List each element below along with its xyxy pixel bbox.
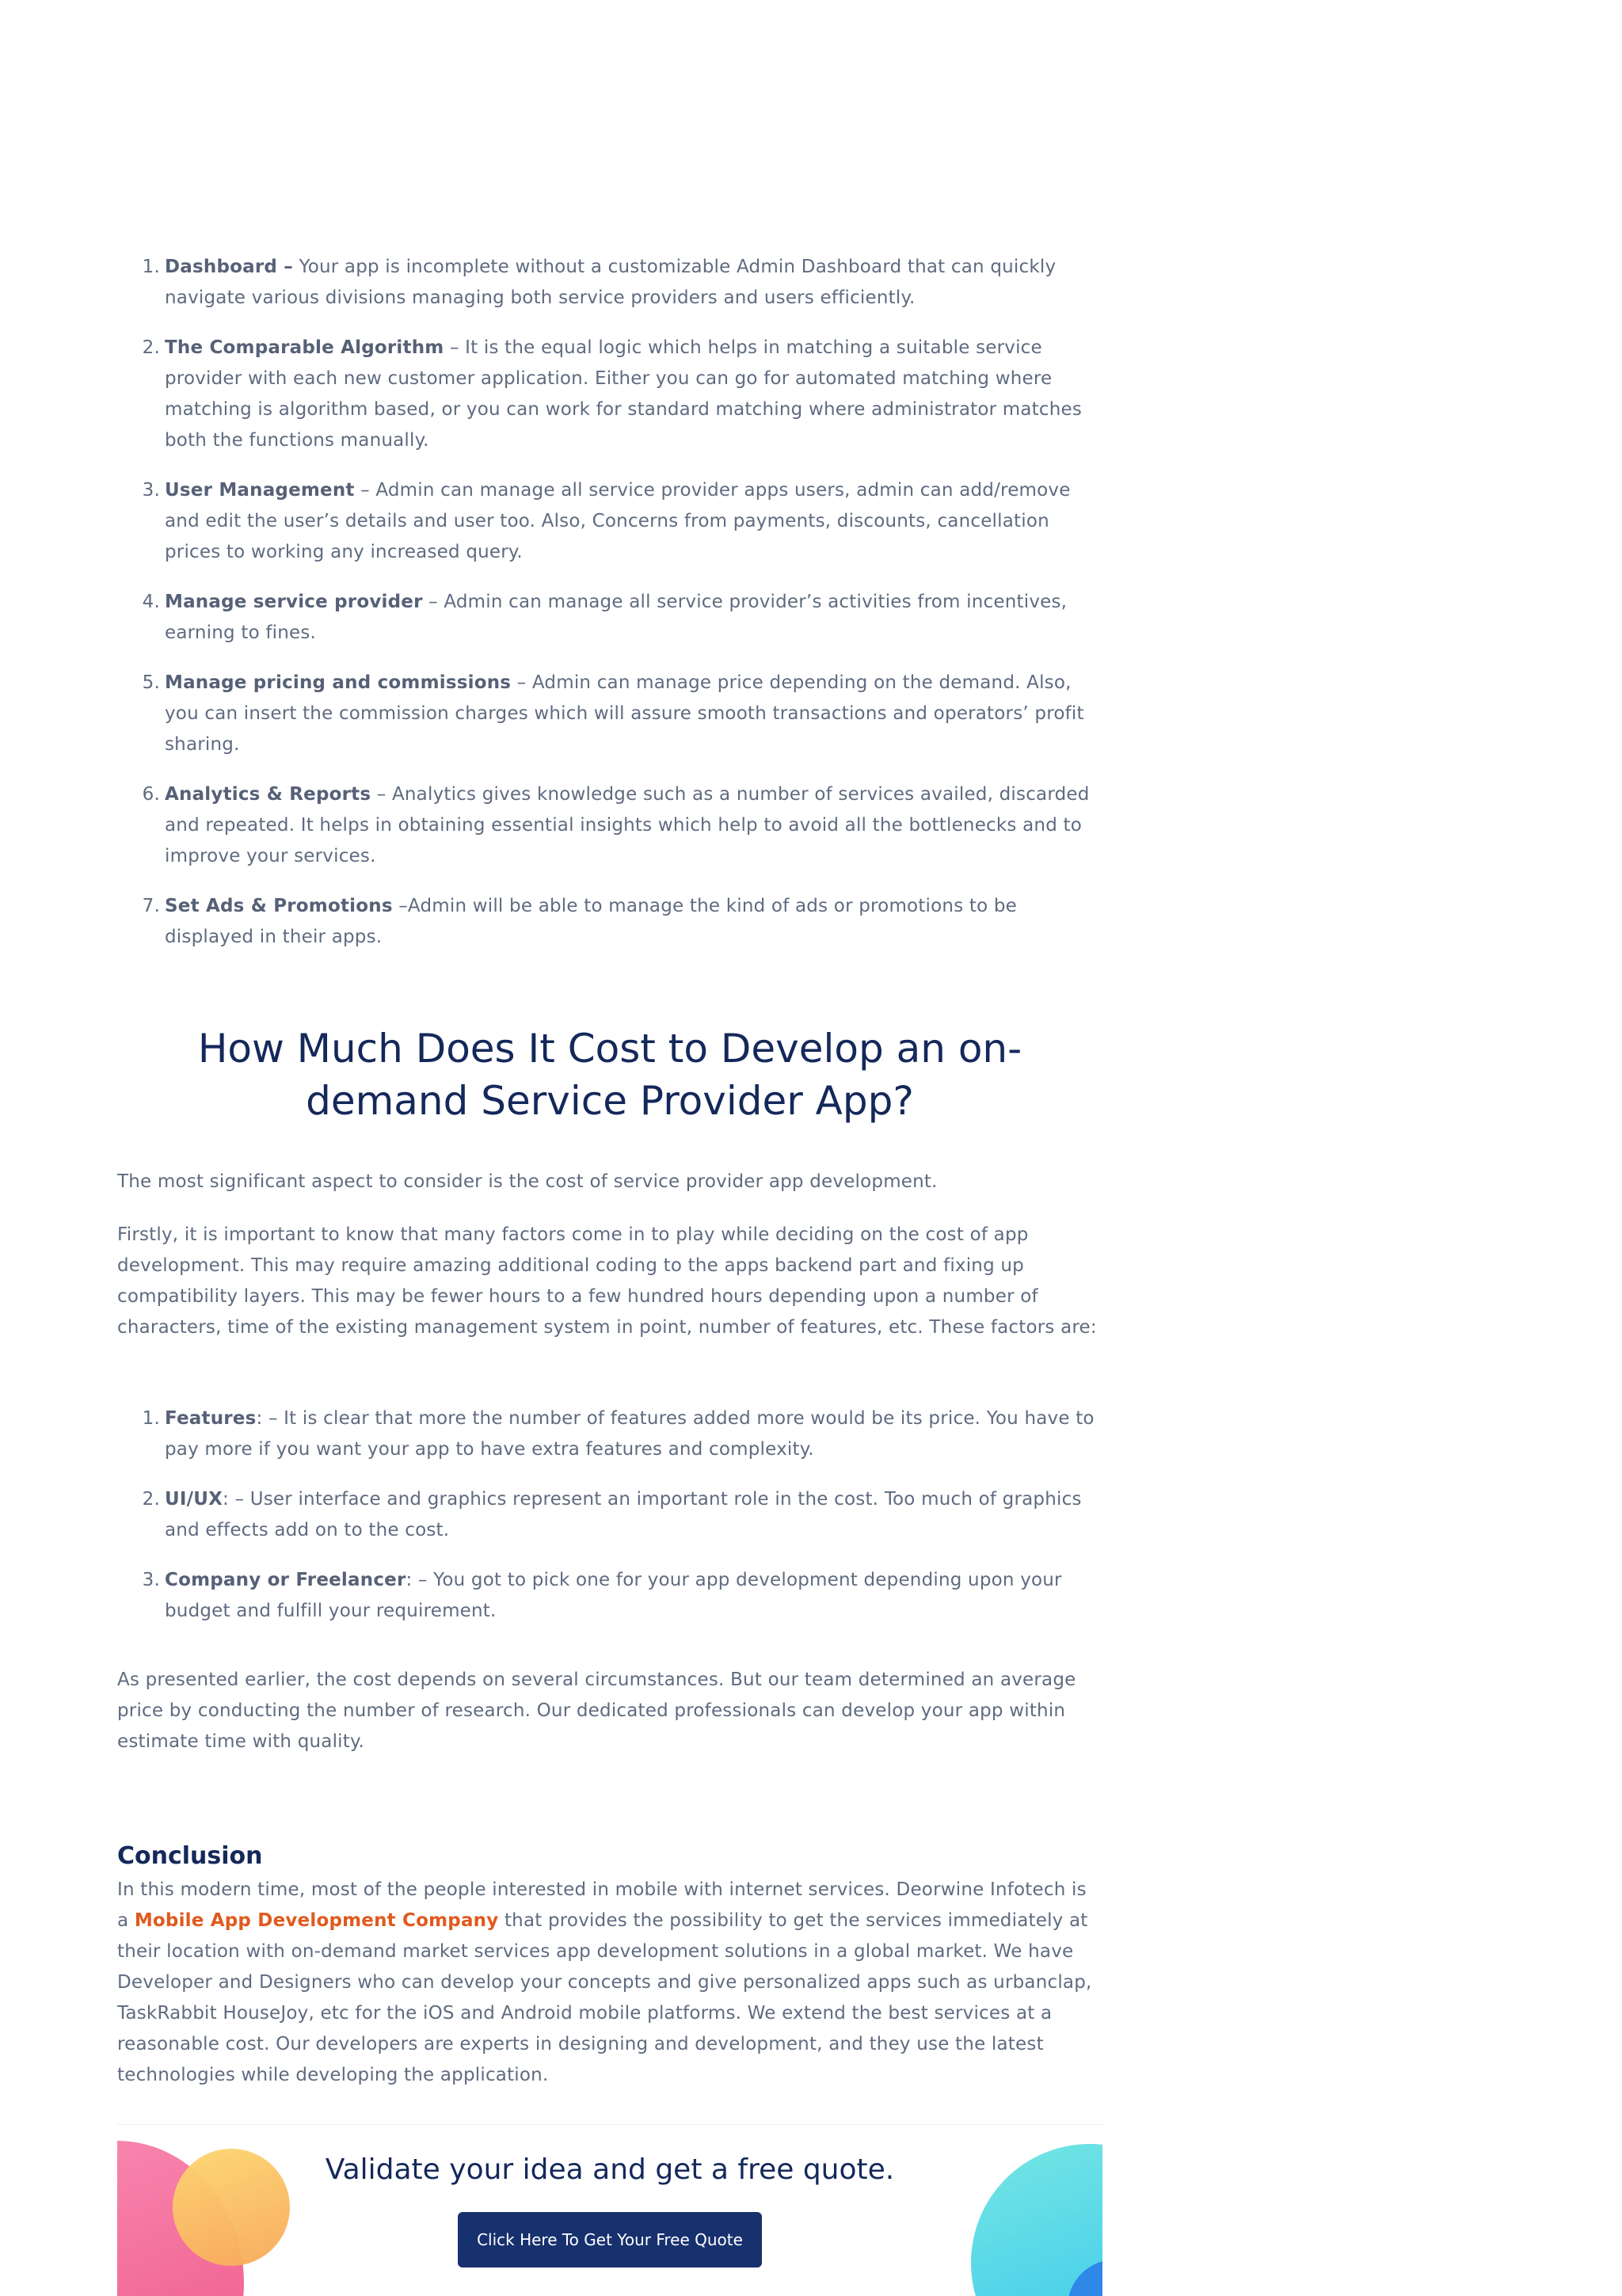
mobile-app-development-link[interactable]: Mobile App Development Company (134, 1910, 499, 1931)
list-item (142, 1565, 1102, 1627)
list-item-number: 1. (142, 257, 160, 277)
list-item-text: – Admin can manage all service provider’s activities from incentives, earning to fines. (165, 592, 1068, 643)
list-item-title: Dashboard – (165, 257, 293, 277)
list-item-text: – It is the equal logic which helps in matching a suitable service provider with each new customer application. Either you can go for automated matching where matching is algorithm based, or you can work for standard matching where administrator matches both the functions manually. (165, 337, 1083, 451)
admin-features-list (117, 252, 1102, 953)
cost-summary: As presented earlier, the cost depends on several circumstances. But our team determined an average price by conducting the number of research. Our dedicated professionals can develop your app within estimate time with quality. (117, 1670, 1076, 1752)
list-item-number: 5. (142, 672, 160, 693)
list-item-title: Manage pricing and commissions (165, 672, 512, 693)
list-item (142, 668, 1102, 760)
cost-intro: The most significant aspect to consider is the cost of service provider app development. (117, 1171, 938, 1192)
list-item (142, 587, 1102, 649)
list-item-text: – Analytics gives knowledge such as a number of services availed, discarded and repeated. It helps in obtaining essential insights which help to avoid all the bottlenecks and to improve your services. (165, 784, 1090, 866)
list-item-text: –Admin will be able to manage the kind of ads or promotions to be displayed in their apps. (165, 896, 1018, 947)
list-item (142, 1403, 1102, 1465)
list-item-number: 4. (142, 592, 160, 612)
cost-heading: How Much Does It Cost to Develop an on-demand Service Provider App? (197, 1026, 1022, 1124)
list-item-text: : – User interface and graphics represent an important role in the cost. Too much of graphics and effects add on to the cost. (165, 1489, 1082, 1540)
list-item-title: Analytics & Reports (165, 784, 371, 805)
list-item (142, 252, 1102, 314)
free-quote-button[interactable]: Click Here To Get Your Free Quote (458, 2212, 762, 2267)
list-item-title: The Comparable Algorithm (165, 337, 444, 358)
conclusion-text-before: In this modern time, most of the people interested in mobile with internet services. Deorwine Infotech is a (117, 1879, 1087, 1931)
list-item-title: User Management (165, 480, 355, 501)
list-item-number: 2. (142, 337, 160, 358)
list-item (142, 779, 1102, 872)
article-content (117, 252, 1102, 2113)
cost-factors-intro: Firstly, it is important to know that many factors come in to play while deciding on the cost of app development. This may require amazing additional coding to the apps backend part and fixing up compatibility layers. This may be fewer hours to a few hundred hours depending upon a number of characters, time of the existing management system in point, number of features, etc. These factors are: (117, 1224, 1097, 1338)
list-item-title: Manage service provider (165, 592, 423, 612)
list-item (142, 333, 1102, 456)
free-quote-title: Validate your idea and get a free quote. (325, 2153, 895, 2186)
list-item-number: 3. (142, 1570, 160, 1590)
conclusion-text-after: that provides the possibility to get the services immediately at their location with on-demand market services app development solutions in a global market. We have Developer and Designers who can develop your concepts and give personalized apps such as urbanclap, TaskRabbit HouseJoy, etc for the iOS and Android mobile platforms. We extend the best services at a reasonable cost. Our developers are experts in designing and development, and they use the latest technologies while developing the application. (117, 1910, 1092, 2085)
list-item-text: : – You got to pick one for your app development depending upon your budget and fulfill your requirement. (165, 1570, 1062, 1621)
list-item-text: – Admin can manage all service provider apps users, admin can add/remove and edit the user’s details and user too. Also, Concerns from payments, discounts, cancellation prices to working any increased query. (165, 480, 1071, 562)
list-item-text: : – It is clear that more the number of features added more would be its price. You have to pay more if you want your app to have extra features and complexity. (165, 1408, 1095, 1460)
list-item (142, 1484, 1102, 1546)
list-item-title: Company or Freelancer (165, 1570, 406, 1590)
conclusion-heading: Conclusion (117, 1842, 263, 1870)
list-item-text: – Admin can manage price depending on the demand. Also, you can insert the commission charges which will assure smooth transactions and operators’ profit sharing. (165, 672, 1084, 755)
free-quote-banner (117, 2124, 1102, 2296)
list-item-title: Set Ads & Promotions (165, 896, 393, 916)
list-item-number: 2. (142, 1489, 160, 1510)
list-item (142, 891, 1102, 953)
cost-factors-list (117, 1403, 1102, 1627)
list-item-title: UI/UX (165, 1489, 223, 1510)
list-item-number: 7. (142, 896, 160, 916)
conclusion-text (117, 1875, 1102, 2091)
list-item-number: 3. (142, 480, 160, 501)
list-item-title: Features (165, 1408, 257, 1429)
list-item-text: Your app is incomplete without a customizable Admin Dashboard that can quickly navigate various divisions managing both service providers and users efficiently. (165, 257, 1057, 308)
list-item-number: 1. (142, 1408, 160, 1429)
list-item (142, 475, 1102, 568)
list-item-number: 6. (142, 784, 160, 805)
